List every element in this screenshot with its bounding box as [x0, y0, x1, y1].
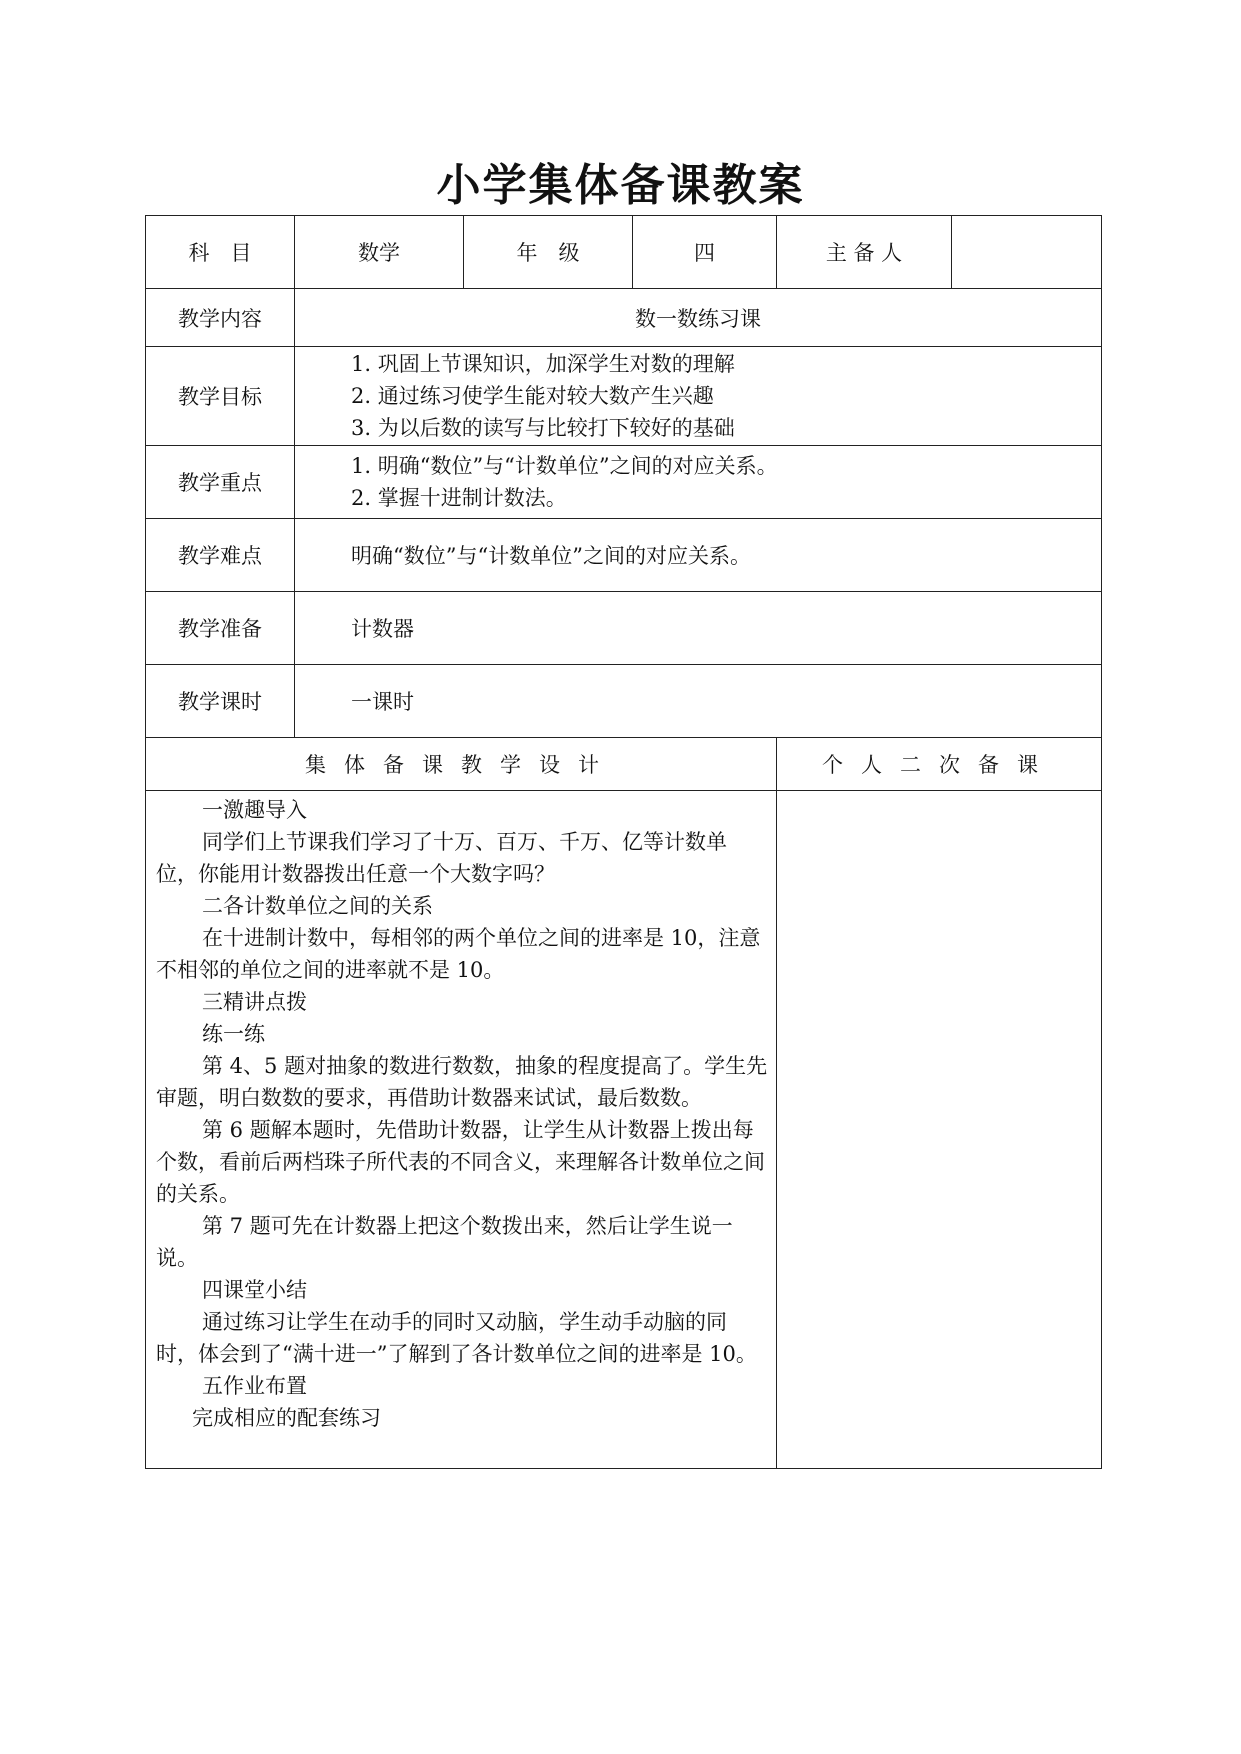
goals-row	[146, 347, 1102, 446]
section-paragraph: 在十进制计数中，每相邻的两个单位之间的进率是 10，注意不相邻的单位之间的进率就不是 10。	[156, 926, 761, 982]
lead-teacher-value	[952, 216, 1102, 289]
design-body-row	[146, 791, 1102, 1469]
lead-teacher-label: 主 备 人	[777, 216, 952, 289]
key-points-row	[146, 446, 1102, 519]
section-paragraph: 第 7 题可先在计数器上把这个数拨出来，然后让学生说一说。	[156, 1214, 733, 1270]
personal-notes-header: 个人二次备课	[777, 738, 1102, 791]
grade-value: 四	[633, 216, 777, 289]
content-label: 教学内容	[146, 289, 295, 347]
section-paragraph: 第 6 题解本题时，先借助计数器，让学生从计数器上拨出每个数，看前后两档珠子所代表的不同含义，来理解各计数单位之间的关系。	[156, 1118, 765, 1206]
section-paragraph: 完成相应的配套练习	[192, 1406, 381, 1430]
page-title: 小学集体备课教案	[436, 160, 805, 211]
prep-row	[146, 592, 1102, 665]
section-heading: 三精讲点拨	[202, 990, 307, 1014]
section-heading: 五作业布置	[202, 1374, 307, 1398]
difficulty-row	[146, 519, 1102, 592]
key-point-item: 1. 明确“数位”与“计数单位”之间的对应关系。	[351, 454, 778, 478]
prep-value: 计数器	[295, 592, 1102, 665]
goal-item: 2. 通过练习使学生能对较大数产生兴趣	[351, 384, 714, 408]
subject-value: 数学	[295, 216, 464, 289]
key-point-item: 2. 掌握十进制计数法。	[351, 486, 567, 510]
subject-label: 科 目	[146, 216, 295, 289]
header-row	[146, 216, 1102, 289]
grade-label: 年 级	[464, 216, 633, 289]
section-subheading: 练一练	[202, 1022, 265, 1046]
content-value: 数一数练习课	[295, 289, 1102, 347]
section-paragraph: 通过练习让学生在动手的同时又动脑，学生动手动脑的同时，体会到了“满十进一”了解到了各计数单位之间的进率是 10。	[156, 1310, 757, 1366]
difficulty-value: 明确“数位”与“计数单位”之间的对应关系。	[295, 519, 1102, 592]
section-heading: 一激趣导入	[202, 798, 307, 822]
section-paragraph: 同学们上节课我们学习了十万、百万、千万、亿等计数单位，你能用计数器拨出任意一个大数字吗？	[156, 830, 727, 886]
goals-label: 教学目标	[146, 347, 295, 446]
section-heading: 四课堂小结	[202, 1278, 307, 1302]
collective-design-header: 集体备课教学设计	[146, 738, 777, 791]
key-points-list	[295, 446, 1102, 519]
lesson-plan-table	[145, 215, 1102, 1469]
section-paragraph: 第 4、5 题对抽象的数进行数数，抽象的程度提高了。学生先审题，明白数数的要求，再借助计数器来试试，最后数数。	[156, 1054, 768, 1110]
section-heading: 二各计数单位之间的关系	[202, 894, 433, 918]
goal-item: 3. 为以后数的读写与比较打下较好的基础	[351, 416, 735, 440]
hours-value: 一课时	[295, 665, 1102, 738]
hours-row	[146, 665, 1102, 738]
collective-design-body	[146, 791, 777, 1469]
prep-label: 教学准备	[146, 592, 295, 665]
difficulty-label: 教学难点	[146, 519, 295, 592]
content-row	[146, 289, 1102, 347]
hours-label: 教学课时	[146, 665, 295, 738]
key-points-label: 教学重点	[146, 446, 295, 519]
goal-item: 1. 巩固上节课知识，加深学生对数的理解	[351, 352, 735, 376]
personal-notes-body	[777, 791, 1102, 1469]
goals-list	[295, 347, 1102, 446]
design-header-row	[146, 738, 1102, 791]
